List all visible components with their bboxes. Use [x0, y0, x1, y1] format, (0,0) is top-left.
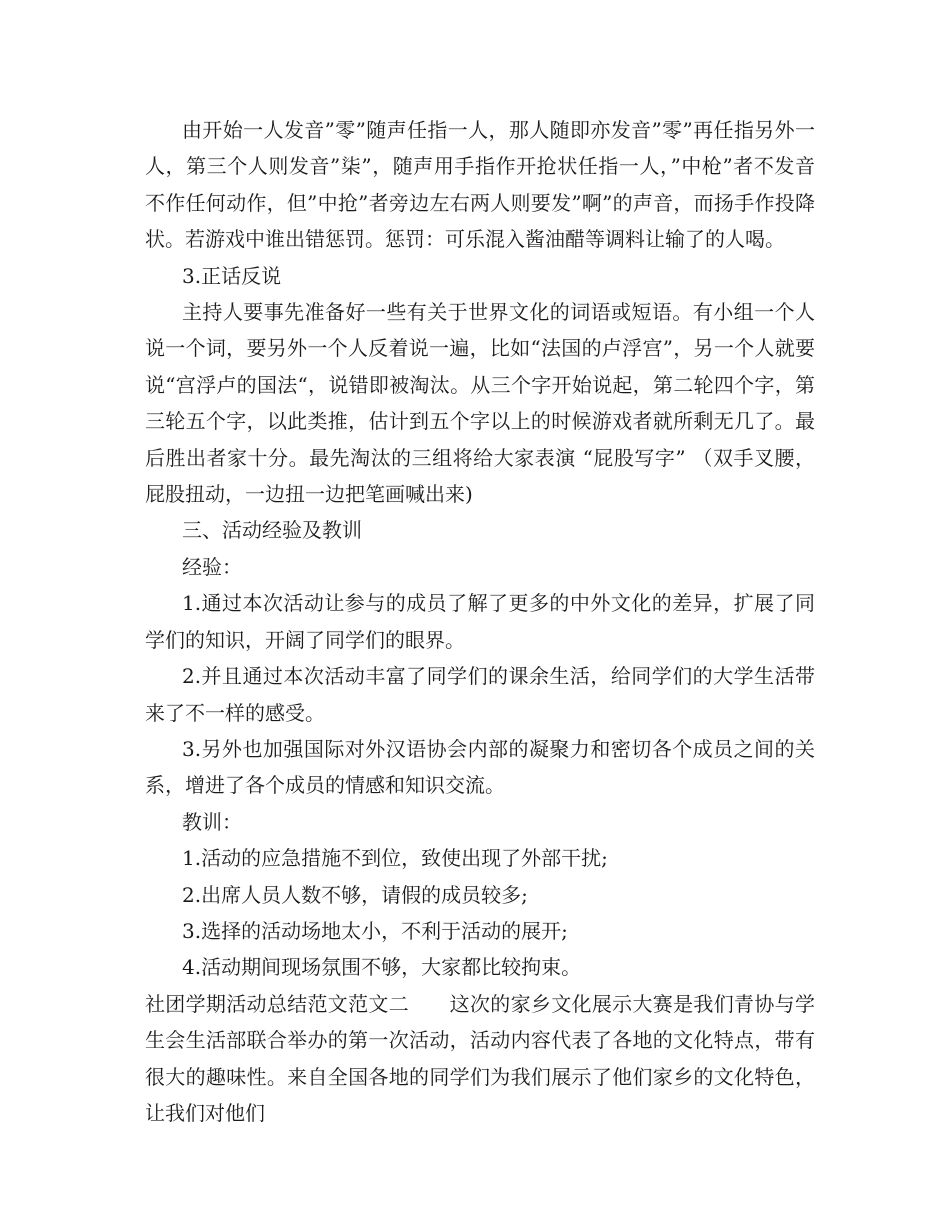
paragraph-sample-two: 社团学期活动总结范文范文二 这次的家乡文化展示大赛是我们青协与学生会生活部联合举办的第一次活动，活动内容代表了各地的文化特点，带有很大的趣味性。来自全国各地的同学们为我们展示了他们家乡的文化特色，让我们对他们 — [145, 991, 815, 1125]
lesson-item-3: 3.选择的活动场地太小，不利于活动的展开; — [182, 918, 568, 943]
section-heading-experience-lessons: 三、活动经验及教训 — [182, 518, 362, 543]
lesson-item-4: 4.活动期间现场氛围不够，大家都比较拘束。 — [182, 955, 582, 980]
lesson-item-1: 1.活动的应急措施不到位，致使出现了外部干扰; — [182, 846, 608, 871]
heading-reverse-speech: 3.正话反说 — [182, 263, 282, 288]
paragraph-game-rules: 由开始一人发音”零”随声任指一人，那人随即亦发音”零”再任指另外一人，第三个人则发音”柒”，随声用手指作开抢状任指一人，”中枪”者不发音不作任何动作，但”中抢”者旁边左右两人则要发”啊”的声音，而扬手作投降状。若游戏中谁出错惩罚。惩罚：可乐混入酱油醋等调料让输了的人喝。 — [145, 118, 815, 252]
subheading-experience: 经验： — [182, 554, 242, 579]
experience-item-2: 2.并且通过本次活动丰富了同学们的课余生活，给同学们的大学生活带来了不一样的感受。 — [145, 664, 815, 725]
experience-item-1: 1.通过本次活动让参与的成员了解了更多的中外文化的差异，扩展了同学们的知识，开阔了同学们的眼界。 — [145, 591, 815, 652]
document-body — [145, 112, 815, 1131]
lesson-item-2: 2.出席人员人数不够，请假的成员较多; — [182, 882, 528, 907]
paragraph-reverse-speech-rules: 主持人要事先准备好一些有关于世界文化的词语或短语。有小组一个人说一个词，要另外一个人反着说一遍，比如“法国的卢浮宫”，另一个人就要说“宫浮卢的国法“，说错即被淘汰。从三个字开始说起，第二轮四个字，第三轮五个字，以此类推，估计到五个字以上的时候游戏者就所剩无几了。最后胜出者家十分。最先淘汰的三组将给大家表演 “屁股写字” （双手叉腰，屁股扭动，一边扭一边把笔画喊出来) — [145, 300, 815, 507]
experience-item-3: 3.另外也加强国际对外汉语协会内部的凝聚力和密切各个成员之间的关系，增进了各个成员的情感和知识交流。 — [145, 736, 815, 798]
subheading-lessons: 教训： — [182, 809, 242, 834]
